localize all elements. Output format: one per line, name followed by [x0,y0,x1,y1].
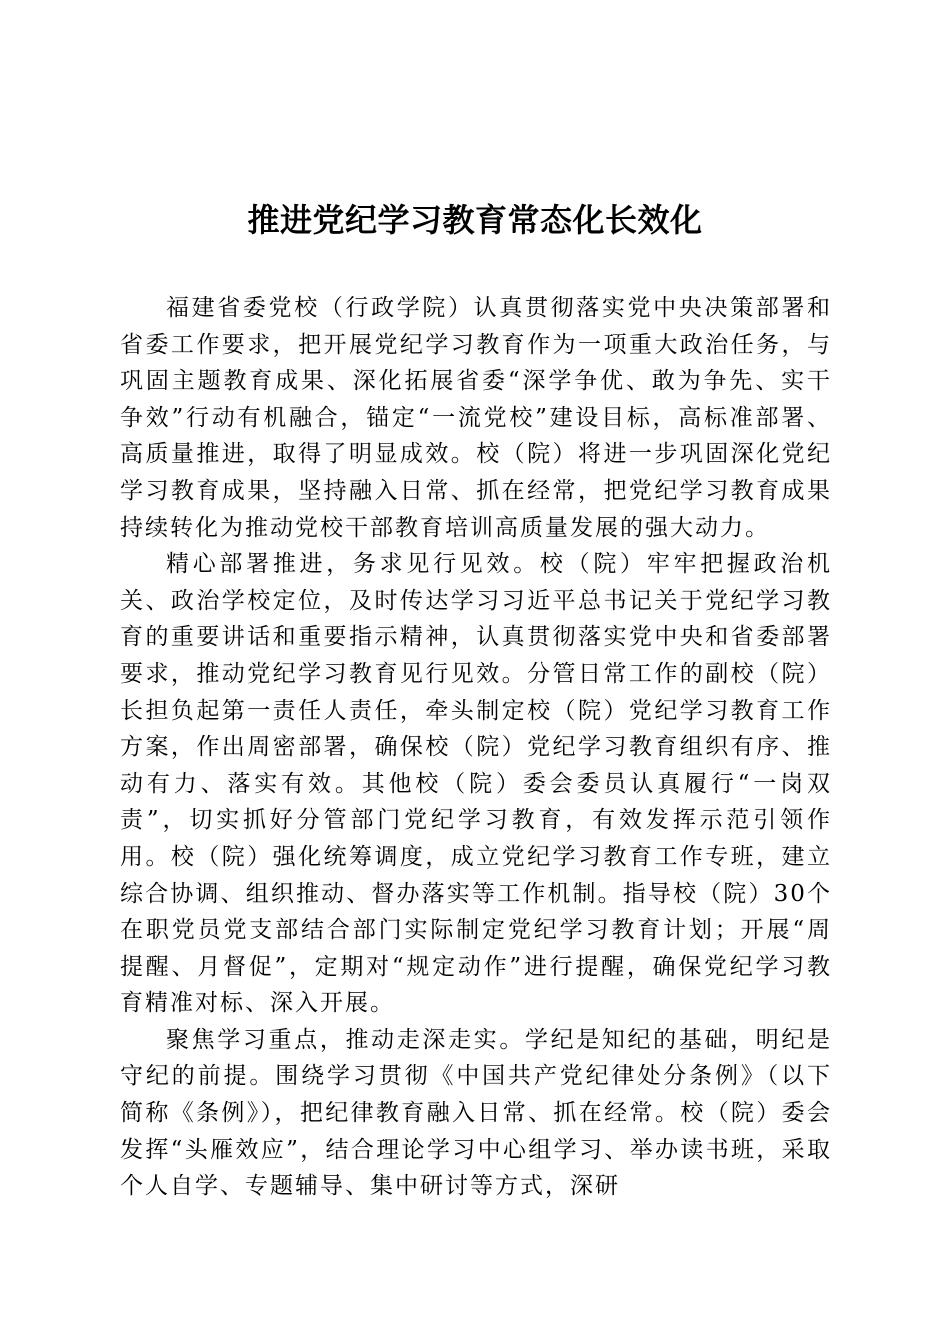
paragraph-1: 福建省委党校（行政学院）认真贯彻落实党中央决策部署和省委工作要求，把开展党纪学习教育作为一项重大政治任务，与巩固主题教育成果、深化拓展省委“深学争优、敢为争先、实干争效”行动有机融合，锚定“一流党校”建设目标，高标准部署、高质量推进，取得了明显成效。校（院）将进一步巩固深化党纪学习教育成果，坚持融入日常、抓在经常，把党纪学习教育成果持续转化为推动党校干部教育培训高质量发展的强大动力。 [120,295,832,541]
document-title: 推进党纪学习教育常态化长效化 [247,201,703,239]
paragraph-3: 聚焦学习重点，推动走深走实。学纪是知纪的基础，明纪是守纪的前提。围绕学习贯彻《中国共产党纪律处分条例》（以下简称《条例》），把纪律教育融入日常、抓在经常。校（院）委会发挥“头雁效应”，结合理论学习中心组学习、举办读书班，采取个人自学、专题辅导、集中研讨等方式，深研 [120,1026,832,1200]
document-body [120,290,832,1205]
paragraph-2: 精心部署推进，务求见行见效。校（院）牢牢把握政治机关、政治学校定位，及时传达学习习近平总书记关于党纪学习教育的重要讲话和重要指示精神，认真贯彻落实党中央和省委部署要求，推动党纪学习教育见行见效。分管日常工作的副校（院）长担负起第一责任人责任，牵头制定校（院）党纪学习教育工作方案，作出周密部署，确保校（院）党纪学习教育组织有序、推动有力、落实有效。其他校（院）委会委员认真履行“一岗双责”，切实抓好分管部门党纪学习教育，有效发挥示范引领作用。校（院）强化统筹调度，成立党纪学习教育工作专班，建立综合协调、组织推动、督办落实等工作机制。指导校（院）30个在职党员党支部结合部门实际制定党纪学习教育计划；开展“周提醒、月督促”，定期对“规定动作”进行提醒，确保党纪学习教育精准对标、深入开展。 [120,551,832,1017]
